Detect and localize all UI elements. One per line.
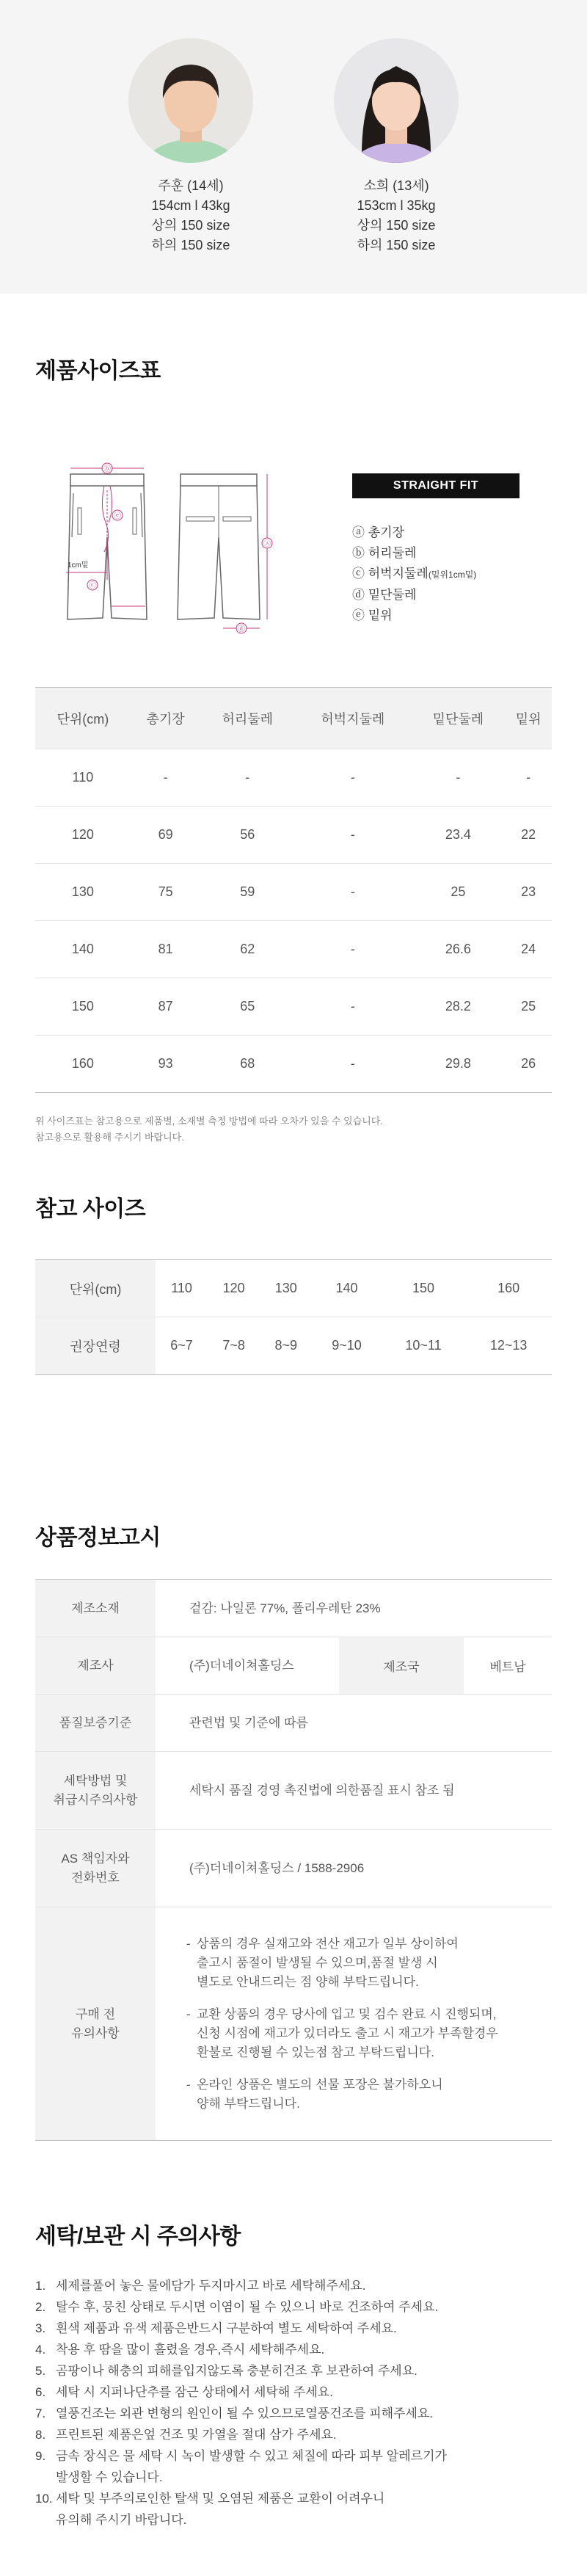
table-cell: 26.6 — [412, 921, 506, 978]
column-header: 밑단둘레 — [412, 688, 506, 749]
table-cell: 69 — [131, 807, 201, 864]
table-cell: 56 — [200, 807, 294, 864]
reference-table — [35, 1259, 552, 1375]
model-card-boy — [125, 38, 257, 294]
table-row — [35, 1036, 552, 1093]
table-cell: 59 — [200, 864, 294, 921]
list-item — [35, 2403, 552, 2424]
column-header: 허리둘레 — [200, 688, 294, 749]
diagram-label-b: ⓑ — [103, 465, 111, 473]
size-table-header — [35, 688, 552, 749]
list-text: 세탁 시 지퍼나단추를 잠근 상태에서 세탁해 주세요. — [56, 2385, 333, 2399]
diagram-label-a: ⓐ — [263, 540, 271, 548]
list-text: 곰팡이나 해충의 피해를입지않도록 충분히건조 후 보관하여 주세요. — [56, 2364, 418, 2378]
table-cell: 120 — [35, 807, 131, 864]
list-item — [35, 2318, 552, 2339]
measurement-legend — [352, 523, 476, 626]
model-body: 153cm l 35kg — [357, 198, 436, 213]
table-cell: - — [294, 749, 411, 807]
table-cell: 160 — [465, 1260, 552, 1317]
size-note: 위 사이즈표는 참고용으로 제품별, 소재별 측정 방법에 따라 오차가 있을 수 있습니다. — [35, 1116, 383, 1127]
list-text: 흰색 제품과 유색 제품은반드시 구분하여 별도 세탁하여 주세요. — [56, 2321, 397, 2335]
list-item — [35, 2445, 552, 2488]
table-cell: 7~8 — [208, 1317, 260, 1375]
list-item — [35, 2296, 552, 2318]
diagram-label-d: ⓓ — [238, 625, 245, 633]
list-text: 세제를풀어 놓은 물에담가 두지마시고 바로 세탁해주세요. — [56, 2279, 366, 2293]
fit-badge: STRAIGHT FIT — [352, 473, 519, 498]
care-section — [35, 2218, 552, 2530]
row-header: 품질보증기준 — [35, 1695, 156, 1752]
list-text — [56, 2403, 433, 2424]
list-text — [56, 2275, 365, 2296]
table-row — [35, 749, 552, 807]
model-body: 154cm l 43kg — [151, 198, 230, 213]
legend-item: ⓓ 밑단둘레 — [352, 588, 417, 602]
table-cell: - — [412, 749, 506, 807]
list-text — [56, 2360, 418, 2382]
reference-title: 참고 사이즈 — [35, 1197, 146, 1221]
list-item — [35, 2360, 552, 2382]
list-text — [56, 2488, 384, 2530]
table-row — [35, 1637, 552, 1695]
list-item — [35, 2424, 552, 2445]
list-item — [35, 2382, 552, 2403]
list-text — [56, 2382, 333, 2403]
table-cell: 24 — [505, 921, 552, 978]
table-cell: 87 — [131, 978, 201, 1036]
table-cell: 10~11 — [382, 1317, 466, 1375]
table-cell: 110 — [35, 749, 131, 807]
legend-item: ⓑ 허리둘레 — [352, 546, 417, 560]
row-header: AS 책임자와 전화번호 — [35, 1830, 156, 1907]
table-cell: 150 — [382, 1260, 466, 1317]
table-row — [35, 1695, 552, 1752]
table-cell: 75 — [131, 864, 201, 921]
list-text: 유의해 주시기 바랍니다. — [56, 2513, 187, 2527]
size-table — [35, 687, 552, 1093]
table-row — [35, 1260, 552, 1317]
list-text: 탈수 후, 뭉친 상태로 두시면 이염이 될 수 있으니 바로 건조하여 주세요. — [56, 2300, 439, 2314]
list-number: 10. — [35, 2492, 53, 2506]
diagram-label-cm: 1cm밑 — [68, 561, 89, 570]
table-cell: 6~7 — [156, 1317, 208, 1375]
table-row — [35, 978, 552, 1036]
model-top-size: 상의 150 size — [357, 218, 436, 233]
list-number: 3. — [35, 2321, 46, 2335]
list-number: 7. — [35, 2406, 46, 2420]
model-card-girl — [330, 38, 462, 294]
list-text — [56, 2424, 337, 2445]
table-cell: 25 — [412, 864, 506, 921]
table-row — [35, 807, 552, 864]
table-cell: - — [294, 978, 411, 1036]
row-value: 관련법 및 기준에 따름 — [156, 1695, 552, 1752]
row-value: 세탁시 품질 경영 촉진법에 의한품질 표시 참조 됨 — [156, 1752, 552, 1830]
table-cell: 8~9 — [260, 1317, 312, 1375]
size-note: 참고용으로 활용해 주시기 바랍니다. — [35, 1132, 184, 1143]
row-value: 겉감: 나일론 77%, 폴리우레탄 23% — [156, 1580, 552, 1637]
column-header: 밑위 — [505, 688, 552, 749]
model-name: 주훈 (14세) — [158, 178, 224, 193]
table-cell: 29.8 — [412, 1036, 506, 1093]
caution-item: - 교환 상품의 경우 당사에 입고 및 검수 완료 시 진행되며, 신청 시점에 재고가 있더라도 출고 시 재고가 부족할경우 환불로 진행될 수 있는점 참고 부탁드립니다. — [186, 2006, 498, 2059]
info-title: 상품정보고시 — [35, 1526, 161, 1550]
model-bottom-size: 하의 150 size — [357, 238, 436, 252]
info-section — [35, 1519, 552, 2141]
legend-item: ⓒ 허벅지둘레(밑위1cm밑) — [352, 567, 477, 581]
shorts-diagram — [57, 449, 351, 640]
table-cell: - — [294, 807, 411, 864]
table-cell: 9~10 — [312, 1317, 381, 1375]
list-text: 발생할 수 있습니다. — [56, 2470, 163, 2484]
list-text: 금속 장식은 물 세탁 시 녹이 발생할 수 있고 체질에 따라 피부 알레르기가 — [56, 2449, 447, 2463]
table-cell: 26 — [505, 1036, 552, 1093]
model-top-size: 상의 150 size — [151, 218, 230, 233]
table-row — [35, 1580, 552, 1637]
column-header: 허벅지둘레 — [294, 688, 411, 749]
table-cell: 110 — [156, 1260, 208, 1317]
table-cell: 130 — [260, 1260, 312, 1317]
list-text — [56, 2445, 447, 2488]
list-item — [35, 2275, 552, 2296]
legend-item: ⓔ 밑위 — [352, 608, 393, 622]
table-cell: 150 — [35, 978, 131, 1036]
size-chart-title: 제품사이즈표 — [35, 359, 161, 383]
row-header: 구매 전 유의사항 — [35, 1907, 156, 2141]
model-name: 소희 (13세) — [363, 178, 429, 193]
list-text: 열풍건조는 외관 변형의 원인이 될 수 있으므로열풍건조를 피해주세요. — [56, 2406, 434, 2420]
table-cell: - — [505, 749, 552, 807]
size-chart-section — [35, 352, 552, 385]
model-section — [0, 0, 587, 294]
size-notes — [35, 1113, 552, 1146]
table-cell: - — [294, 864, 411, 921]
table-row — [35, 1907, 552, 2141]
list-number: 5. — [35, 2364, 46, 2378]
table-cell: - — [294, 1036, 411, 1093]
list-text: 세탁 및 부주의로인한 탈색 및 오염된 제품은 교환이 어려우니 — [56, 2492, 385, 2506]
list-item — [35, 2339, 552, 2360]
list-number: 8. — [35, 2428, 46, 2442]
care-list — [35, 2275, 552, 2530]
table-row — [35, 921, 552, 978]
table-cell: 23.4 — [412, 807, 506, 864]
table-row — [35, 1830, 552, 1907]
list-number: 4. — [35, 2343, 46, 2357]
info-table — [35, 1579, 552, 2141]
table-cell: 120 — [208, 1260, 260, 1317]
reference-section — [35, 1190, 552, 1375]
caution-item: - 온라인 상품은 별도의 선물 포장은 불가하오니 양해 부탁드립니다. — [186, 2077, 443, 2111]
row-value: (주)더네이쳐홀딩스 / 1588-2906 — [156, 1830, 552, 1907]
table-cell: 65 — [200, 978, 294, 1036]
table-cell: 22 — [505, 807, 552, 864]
row-value: (주)더네이쳐홀딩스 — [156, 1637, 339, 1695]
table-row — [35, 1752, 552, 1830]
row-header: 제조소재 — [35, 1580, 156, 1637]
model-photo-girl — [334, 38, 459, 163]
column-header: 총기장 — [131, 688, 201, 749]
list-number: 2. — [35, 2300, 46, 2314]
column-header: 단위(cm) — [35, 688, 131, 749]
table-cell: - — [294, 921, 411, 978]
legend-item: ⓐ 총기장 — [352, 525, 404, 539]
row-header: 권장연령 — [35, 1317, 156, 1375]
list-number: 9. — [35, 2449, 46, 2463]
table-cell: 12~13 — [465, 1317, 552, 1375]
row-header: 세탁방법 및 취급시주의사항 — [35, 1752, 156, 1830]
caution-list — [156, 1907, 552, 2141]
model-bottom-size: 하의 150 size — [151, 238, 230, 252]
table-cell: - — [131, 749, 201, 807]
table-cell: 160 — [35, 1036, 131, 1093]
table-cell: 23 — [505, 864, 552, 921]
table-cell: - — [200, 749, 294, 807]
list-text — [56, 2318, 397, 2339]
list-text: 프린트된 제품은엎 건조 및 가열을 절대 삼가 주세요. — [56, 2428, 337, 2442]
table-cell: 81 — [131, 921, 201, 978]
table-row — [35, 864, 552, 921]
table-cell: 130 — [35, 864, 131, 921]
row-value: 베트남 — [464, 1637, 552, 1695]
list-text — [56, 2296, 438, 2318]
list-text — [56, 2339, 324, 2360]
size-table-wrap — [35, 687, 552, 1146]
row-header: 제조국 — [339, 1637, 464, 1695]
caution-item: - 상품의 경우 실재고와 전산 재고가 일부 상이하여 출고시 품절이 발생될 수 있으며,품절 발생 시 별도로 안내드리는 점 양해 부탁드립니다. — [186, 1936, 459, 1989]
table-cell: 93 — [131, 1036, 201, 1093]
list-item — [35, 2488, 552, 2530]
table-cell: 68 — [200, 1036, 294, 1093]
table-row — [35, 1317, 552, 1375]
row-header: 단위(cm) — [35, 1260, 156, 1317]
list-number: 1. — [35, 2279, 46, 2293]
table-cell: 25 — [505, 978, 552, 1036]
table-cell: 140 — [35, 921, 131, 978]
model-photo-boy — [128, 38, 253, 163]
table-cell: 140 — [312, 1260, 381, 1317]
list-number: 6. — [35, 2385, 46, 2399]
table-cell: 28.2 — [412, 978, 506, 1036]
row-header: 제조사 — [35, 1637, 156, 1695]
diagram-label-c: ⓒ — [89, 582, 96, 590]
diagram-label-e: ⓔ — [114, 512, 121, 520]
list-text: 착용 후 땀을 많이 흘렸을 경우,즉시 세탁해주세요. — [56, 2343, 325, 2357]
care-title: 세탁/보관 시 주의사항 — [35, 2224, 241, 2249]
table-cell: 62 — [200, 921, 294, 978]
